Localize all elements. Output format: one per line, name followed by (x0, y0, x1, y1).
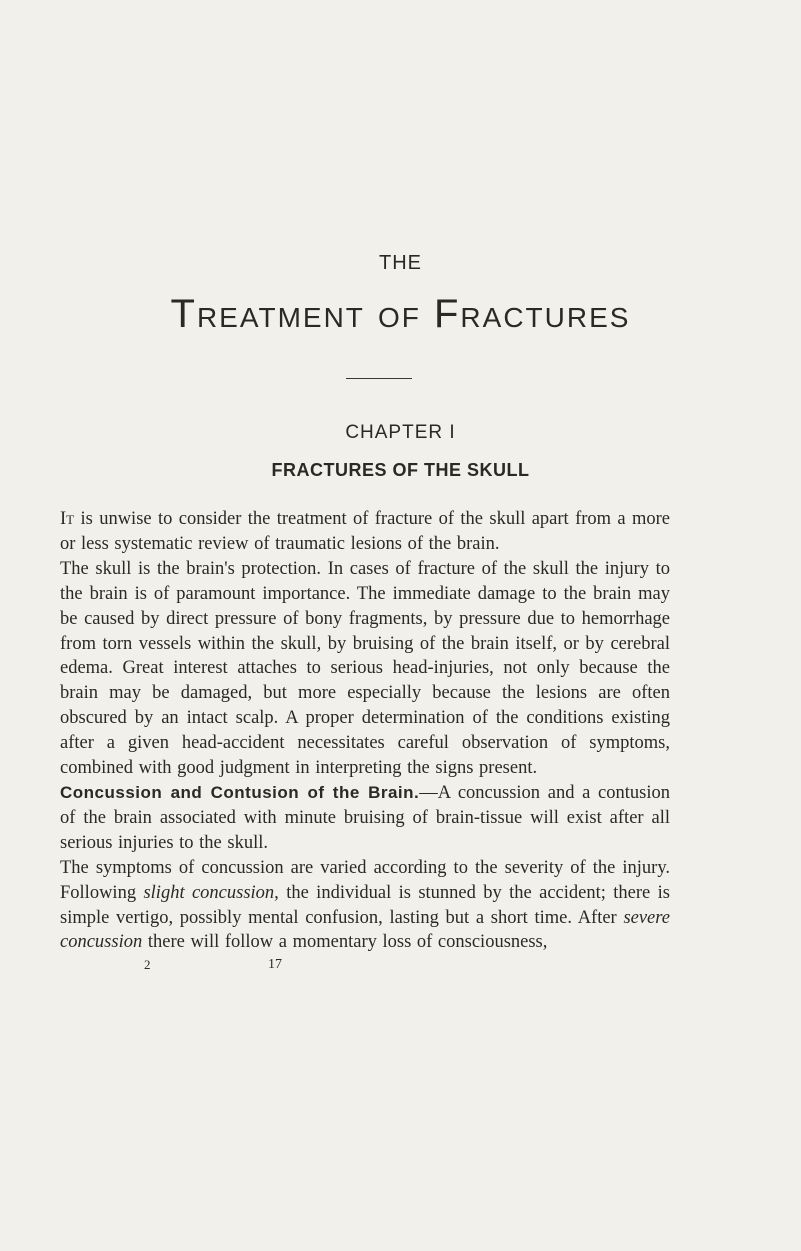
chapter-title: FRACTURES OF THE SKULL (271, 460, 530, 480)
paragraph-4-text-c: there will follow a momentary loss of consciousness, (142, 932, 548, 953)
emphasis-slight-concussion: slight concussion, (143, 882, 279, 903)
paragraph-4 (60, 856, 670, 956)
title-divider (346, 378, 412, 379)
section-heading-concussion: Concussion and Contusion of the Brain. (60, 782, 420, 802)
page-number: 17 (268, 957, 282, 972)
emphasis-severe-concussion: severe concussion (60, 907, 670, 953)
chapter-label: CHAPTER I (345, 422, 456, 443)
paragraph-3 (60, 781, 670, 856)
paragraph-1 (60, 507, 670, 557)
paragraph-4-text-b: the individual is stunned by the accident; there is simple vertigo, possibly mental confusion, lasting but a short time. After (60, 882, 670, 928)
signature-mark: 2 (144, 957, 151, 972)
title-prefix: THE (379, 252, 422, 274)
page-title: Treatment of Fractures (170, 292, 631, 336)
paragraph-1-lead: It (60, 509, 75, 529)
body-text (60, 507, 670, 955)
paragraph-2: The skull is the brain's protection. In cases of fracture of the skull the injury to the brain is of paramount importance. The immediate damage to the brain may be caused by direct pressure of bony fragments, by pressure due to hemorrhage from torn vessels within the skull, by bruising of the brain itself, or by cerebral edema. Great interest attaches to serious head-injuries, not only because the brain may be damaged, but more especially because the lesions are often obscured by an intact scalp. A proper determination of the conditions existing after a given head-accident necessitates careful observation of symptoms, combined with good judgment in interpreting the signs present. (60, 558, 670, 779)
paragraph-3-text: —A concussion and a contusion of the brain associated with minute bruising of brain-tissue will exist after all serious injuries to the skull. (60, 782, 671, 853)
paragraph-1-text: is unwise to consider the treatment of fracture of the skull apart from a more or less systematic review of traumatic lesions of the brain. (60, 509, 670, 554)
paragraph-4-text-a: The symptoms of concussion are varied according to the severity of the injury. Following (60, 857, 670, 903)
